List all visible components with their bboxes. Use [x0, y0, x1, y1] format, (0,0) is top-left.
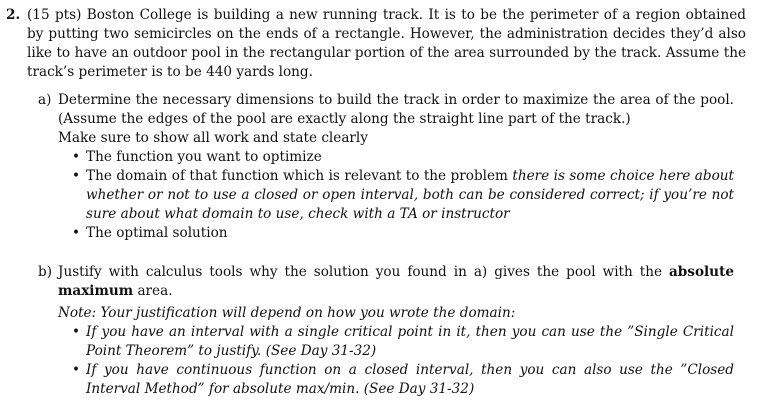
- problem-text: Boston College is building a new running track. It is to be the perimeter of a region obtained by putting two semicircles on the ends of a rectangle. However, the administration decides they’d also like to have an outdoor pool in the rectangular portion of the area surrounded by the track. Assume the track’s perimeter is to be 440 yards long.: [27, 7, 746, 80]
- problem-statement: [27, 6, 746, 82]
- part-a-label: a): [38, 92, 52, 108]
- bullet-text: The domain of that function which is relevant to the problem: [86, 168, 513, 184]
- part-a-bullet-list: [70, 148, 734, 243]
- bullet-text: The function you want to optimize: [86, 149, 322, 165]
- part-b-bullet-list: [70, 323, 734, 399]
- bullet-icon: •: [72, 168, 81, 184]
- bullet-icon: •: [72, 324, 81, 340]
- list-item: [70, 224, 734, 243]
- part-b-emphasis: absolute maximum: [58, 264, 734, 299]
- part-b-text-after: area.: [133, 283, 173, 299]
- part-b-body: [58, 263, 734, 399]
- part-b: [38, 263, 734, 399]
- problem-number: 2.: [6, 7, 21, 23]
- bullet-icon: •: [72, 149, 81, 165]
- list-item: [70, 323, 734, 361]
- bullet-icon: •: [72, 225, 81, 241]
- bullet-text: If you have continuous function on a closed interval, then you can also use the ”Closed Interval Method” for absolute max/min. (See Day 31-32): [86, 362, 734, 397]
- list-item: [70, 167, 734, 224]
- bullet-text: The optimal solution: [86, 225, 228, 241]
- bullet-text: If you have an interval with a single critical point in it, then you can use the ”Single Critical Point Theorem” to justify. (See Day 31-32): [86, 324, 734, 359]
- part-b-note: Note: Your justification will depend on how you wrote the domain:: [58, 305, 516, 321]
- part-a-instruction: Make sure to show all work and state clearly: [58, 130, 368, 146]
- problem-2: [6, 6, 746, 82]
- list-item: [70, 148, 734, 167]
- bullet-italic-text: there is some choice here about whether or not to use a closed or open interval, both can be considered correct; if you’re not sure about what domain to use, check with a TA or instructor: [86, 168, 734, 222]
- part-b-question: [58, 263, 734, 301]
- bullet-icon: •: [72, 362, 81, 378]
- problem-points: (15 pts): [27, 7, 82, 23]
- part-b-text-before: Justify with calculus tools why the solution you found in a) gives the pool with the: [58, 264, 669, 280]
- part-a: [38, 91, 734, 243]
- part-a-body: [58, 91, 734, 243]
- part-a-question: Determine the necessary dimensions to build the track in order to maximize the area of the pool. (Assume the edges of the pool are exactly along the straight line part of the track.): [58, 92, 734, 127]
- part-b-label: b): [38, 264, 53, 280]
- list-item: [70, 361, 734, 399]
